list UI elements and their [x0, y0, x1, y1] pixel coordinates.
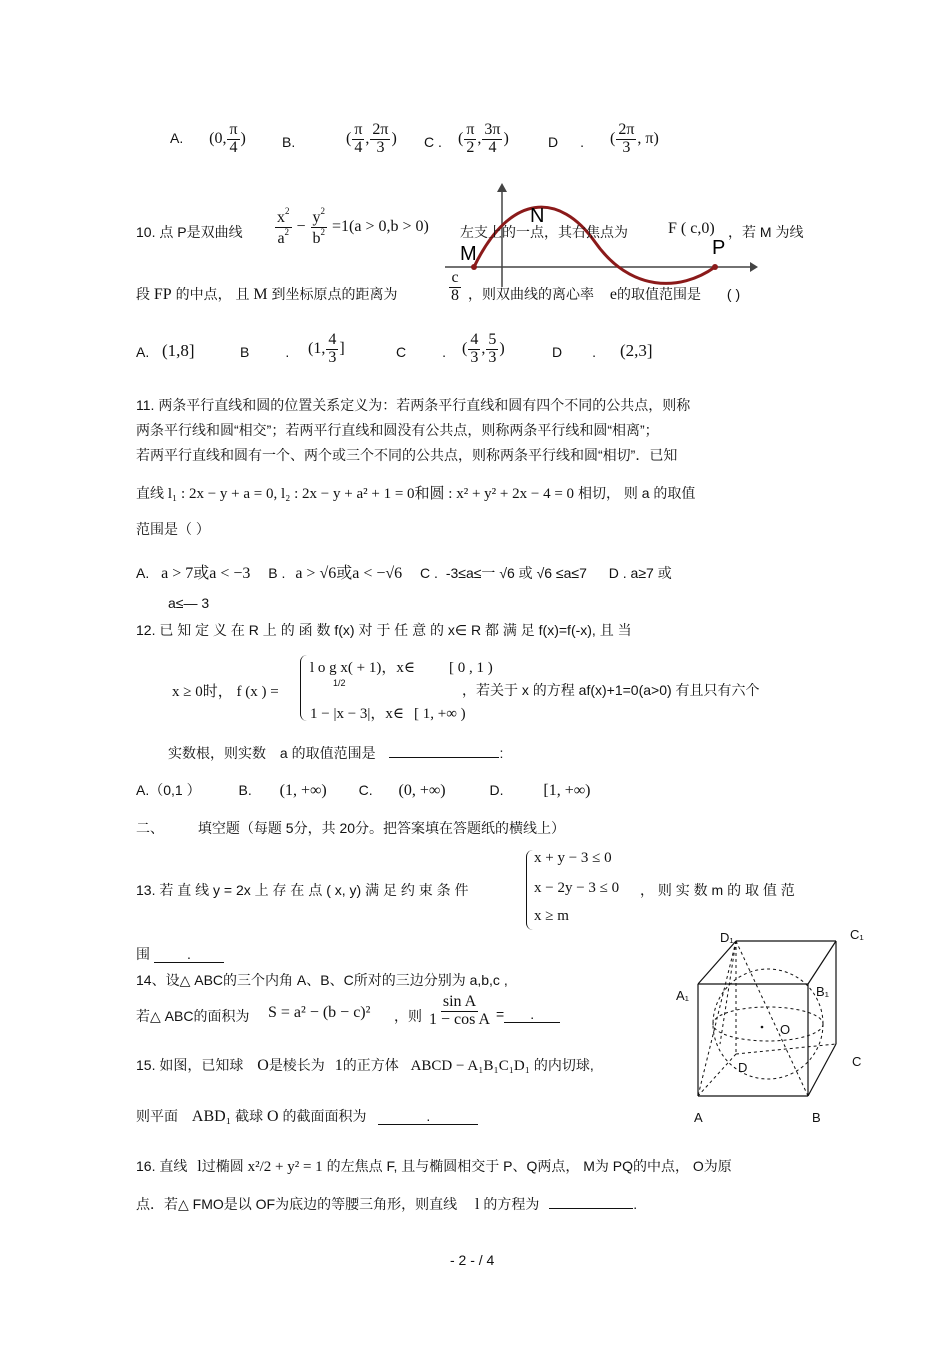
q10-paren: ( ) — [726, 286, 741, 302]
q12-l3c: : — [499, 745, 504, 761]
q10-hyperbola: $\frac{x^2}{a^2}$ − $\frac{y^2}{b^2}$ =1(a > 0,b > 0) — [277, 206, 429, 247]
section2-num: 二、 — [136, 820, 164, 836]
q9-option-c: ( $\frac{\pi}{2}$ , $\frac{3\pi}{4}$ ) — [458, 121, 509, 156]
q14-dot: . — [530, 1006, 535, 1022]
point-p — [712, 264, 718, 270]
q9-a-post: ) — [240, 129, 246, 147]
q11-l4b: l₁ : 2x − y + a = 0, l₂ : 2x − y + a² + 1 = 0和圆 : x² + y² + 2x − 4 = 0 — [167, 486, 575, 502]
x-axis-arrow — [750, 262, 758, 272]
q13-l2: 围 — [136, 946, 150, 962]
q12-case1-range: [ 0 , 1 ) — [448, 660, 493, 676]
q10-eq: =1(a > 0,b > 0) — [332, 217, 429, 235]
q9-c-num1: π — [466, 121, 475, 138]
label-b1: B₁ — [816, 984, 830, 999]
q10-c-num: c — [451, 269, 459, 286]
q11-opt-a: a > 7或a < −3 — [161, 565, 251, 582]
q13-c2: x − 2y − 3 ≤ 0 — [534, 880, 620, 896]
q10-lead: 10. 点 P是双曲线 — [136, 224, 243, 240]
center-point — [761, 1026, 764, 1029]
q11-line5: 范围是（ ） — [136, 521, 210, 537]
q9-options — [170, 122, 246, 157]
q10-sq3: 2 — [320, 206, 326, 216]
q16-line1 — [136, 1156, 732, 1176]
q10-opt-c-post: ) — [499, 339, 505, 357]
q11-opt-d-cont: a≤— 3 — [168, 595, 210, 611]
q12-opt-c: (0, +∞) — [398, 782, 446, 799]
q15-dot: . — [426, 1108, 431, 1124]
q9-d-den: 3 — [622, 138, 631, 156]
sine-curve — [474, 207, 715, 283]
q10-opt-c-label — [396, 344, 446, 360]
q12-opt-d: [1, +∞) — [543, 782, 591, 799]
q15-o2: O — [267, 1108, 279, 1125]
q12-opt-b-label: B. — [238, 782, 252, 798]
q15-l1d: 的内切球, — [533, 1057, 594, 1073]
label-b: B — [812, 1110, 821, 1125]
q12-after: ，若关于 x 的方程 af(x)+1=0(a>0) 有且只有六个 — [462, 682, 760, 698]
q14-ratio — [426, 994, 493, 1029]
y-axis-arrow — [497, 183, 507, 192]
q12-cond: x ≥ 0时， f (x ) = — [172, 684, 279, 700]
q15-one: 1 — [334, 1057, 343, 1074]
label-m: M — [460, 243, 477, 265]
q10-opt-a: (1,8] — [162, 341, 195, 360]
label-p: P — [712, 237, 726, 259]
q10-l2d: ，则双曲线的离心率 — [468, 286, 594, 302]
q10-fp: FP — [153, 286, 172, 303]
q13-brace — [526, 850, 533, 930]
q10-opt-b-post: ] — [339, 339, 345, 357]
q15-answer-blank — [378, 1108, 478, 1125]
q11-line1: 11. 两条平行直线和圆的位置关系定义为：若两条平行直线和圆有四个不同的公共点，则称 — [136, 397, 691, 413]
q12-l3b: a 的取值范围是 — [279, 745, 376, 761]
q15-line1 — [136, 1055, 594, 1075]
q13-c1: x + y − 3 ≤ 0 — [534, 850, 612, 866]
label-o: O — [780, 1022, 791, 1037]
q10-opt-c-num2: 5 — [488, 331, 497, 348]
q9-b-num1: π — [354, 121, 363, 138]
q10-opt-c-pre: ( — [462, 339, 468, 357]
q10-mid: 左支上的一点，其右焦点为 — [460, 224, 628, 240]
q15-l1c: 的正方体 — [342, 1057, 399, 1073]
q9-b-pre: ( — [346, 129, 352, 147]
q10-a: a — [277, 229, 285, 247]
q10-l2b: 的中点， 且 — [175, 286, 250, 302]
label-c: C — [852, 1054, 862, 1069]
label-c1: C₁ — [850, 927, 864, 942]
q11-line3: 若两平行直线和圆有一个、两个或三个不同的公共点，则称两条平行线和圆“相切”．已知 — [136, 447, 678, 463]
label-a: A — [694, 1110, 703, 1125]
q10-opt-b-label — [240, 344, 289, 360]
q15-plane: ABD₁ — [191, 1108, 232, 1125]
q9-b-den1: 4 — [354, 138, 363, 156]
q12-opt-d-label: D. — [489, 782, 504, 798]
q14-num: sin A — [442, 993, 477, 1010]
q16-line2 — [136, 1194, 637, 1214]
q13-l2b: . — [186, 946, 191, 962]
q9-b-num2: 2π — [372, 121, 389, 138]
q10-opt-b-pre: (1, — [308, 339, 326, 357]
q14-den: 1 − cos A — [429, 1010, 491, 1028]
q9-c-pre: ( — [458, 129, 464, 147]
q16-l2: l — [474, 1196, 480, 1213]
q10-opt-c: ( $\frac{4}{3}$ , $\frac{5}{3}$ ) — [462, 331, 505, 366]
q9-d-pre: ( — [610, 129, 616, 147]
q13-tail: ， 则 实 数 m 的 取 值 范 — [640, 882, 795, 898]
q16-answer-blank — [549, 1208, 633, 1209]
q9-c-num2: 3π — [484, 121, 501, 138]
q12-line3 — [168, 743, 503, 763]
q10-opt-c-letter: C — [396, 344, 407, 360]
q9-d-dot: . — [580, 134, 585, 150]
q16-l2a: 点．若△ FMO是以 OF为底边的等腰三角形，则直线 — [136, 1196, 458, 1212]
q12-opt-b: (1, +∞) — [279, 782, 327, 799]
q10-line2-end — [468, 284, 740, 304]
q12-case1-expr: l o g x( + 1)，x∈ — [310, 660, 415, 676]
q10-tail: ，若 M 为线 — [728, 224, 804, 240]
q10-l2a: 段 — [136, 286, 150, 302]
q9-option-a-label: A. — [170, 129, 184, 146]
q9-option-d — [610, 122, 659, 157]
q15-l1a: 15. 如图，已知球 — [136, 1057, 244, 1073]
q12-l3a: 实数根，则实数 — [168, 745, 266, 761]
q11-opt-a-label: A. — [136, 565, 150, 581]
q9-option-c-label: C . — [424, 134, 442, 150]
q10-opt-b-letter: B — [240, 344, 250, 360]
q9-c-den1: 2 — [466, 138, 475, 156]
label-d1: D₁ — [720, 930, 734, 945]
q15-line2 — [136, 1106, 478, 1126]
q10-c-frac — [448, 270, 462, 305]
q16-l2b: 的方程为 — [483, 1196, 540, 1212]
q10-l2e: 的取值范围是 — [617, 286, 701, 302]
q14-area-expr: S = a² − (b − c)² — [268, 1004, 371, 1021]
q10-l2c: 到坐标原点的距离为 — [271, 286, 398, 302]
q12-case1 — [310, 656, 493, 677]
q11-opt-d: D . a≥7 或 — [608, 565, 672, 581]
q12-case2-expr: 1 − |x − 3|，x∈ — [310, 706, 405, 722]
q12-opt-c-label: C. — [358, 782, 373, 798]
label-n: N — [530, 205, 545, 227]
q10-opt-c-den1: 3 — [470, 348, 479, 366]
q9-a-pre: (0, — [209, 129, 227, 147]
q10-opt-b-dot: . — [285, 344, 290, 360]
q10-sq2: 2 — [284, 226, 290, 237]
q12-case2-range: [ 1, +∞ ) — [414, 706, 466, 722]
q9-a-den: 4 — [229, 138, 238, 156]
q16-l1b: 过椭圆 — [201, 1158, 244, 1174]
q9-a-num: π — [229, 121, 238, 138]
page-number: - 2 - / 4 — [450, 1252, 495, 1268]
q10-e: e — [609, 286, 617, 303]
q15-l2c: 的截面面积为 — [282, 1108, 367, 1124]
q10-sq4: 2 — [320, 226, 326, 237]
q16-l1c: 的左焦点 F, 且与椭圆相交于 P、Q两点， M为 PQ的中点， O为原 — [326, 1158, 732, 1174]
q10-opt-d-label — [552, 344, 596, 360]
section2-heading — [136, 818, 565, 838]
q16-l: l — [197, 1158, 202, 1175]
q12-log-base: 1/2 — [333, 678, 346, 688]
q14-line1: 14、设△ ABC的三个内角 A、B、C所对的三边分别为 a,b,c , — [136, 972, 508, 988]
q11-l4a: 直线 — [136, 485, 164, 501]
q11-opt-c-label: C . — [420, 565, 438, 581]
q13-line2 — [136, 944, 224, 964]
q11-line2: 两条平行线和圆“相交”；若两平行直线和圆没有公共点，则称两条平行线和圆“相离”； — [136, 422, 659, 438]
q12-brace — [300, 655, 307, 721]
q9-d-num: 2π — [618, 121, 635, 138]
q10-focus: F ( c,0) — [668, 220, 715, 237]
q10-opt-c-den2: 3 — [488, 348, 497, 366]
q10-opt-b — [308, 332, 345, 367]
q9-d-post: , π) — [637, 129, 659, 147]
q11-opt-b-label: B . — [268, 565, 286, 581]
q9-option-b-label: B. — [282, 134, 296, 150]
q16-ellipse: x²/2 + y² = 1 — [247, 1159, 323, 1175]
q10-y: y — [312, 209, 321, 226]
q15-o: O — [257, 1057, 269, 1074]
q12-answer-blank — [389, 757, 499, 758]
q12-case2 — [310, 702, 466, 723]
q9-option-a — [209, 121, 246, 156]
q10-c-den: 8 — [451, 286, 459, 304]
q10-opt-c-num1: 4 — [470, 331, 479, 348]
q11-opt-b: a > √6或a < −√6 — [295, 565, 403, 582]
q14-line2a: 若△ ABC的面积为 — [136, 1008, 250, 1024]
q11-opt-c: -3≤a≤一 √6 或 √6 ≤a≤7 — [445, 565, 587, 581]
q9-d-letter: D — [548, 134, 559, 150]
q10-opt-a-label: A. — [136, 344, 150, 360]
q10-opt-d-dot: . — [592, 344, 597, 360]
q10-opt-d: (2,3] — [620, 341, 653, 360]
q9-b-post: ) — [391, 129, 397, 147]
q9-option-b: ( $\frac{\pi}{4}$ , $\frac{2\pi}{3}$ ) — [346, 121, 397, 156]
q11-line4 — [136, 482, 695, 503]
q15-l1b: 是棱长为 — [268, 1057, 325, 1073]
q10-opt-b-num: 4 — [328, 331, 337, 348]
q9-b-den2: 3 — [376, 138, 385, 156]
label-d: D — [738, 1060, 748, 1075]
q15-cube: ABCD − A₁B₁C₁D₁ — [410, 1058, 530, 1074]
q14-eq: = — [496, 1006, 505, 1022]
q12-line1: 12. 已 知 定 义 在 R 上 的 函 数 f(x) 对 于 任 意 的 x∈ R 都 满 足 f(x)=f(-x), 且 当 — [136, 622, 632, 638]
cube-figure — [676, 924, 876, 1129]
q12-opt-a: A.（0,1 ） — [136, 782, 201, 798]
q15-l2a: 则平面 — [136, 1108, 178, 1124]
q15-l2b: 截球 — [235, 1108, 264, 1124]
q12-options — [136, 780, 590, 800]
q10-opt-c-dot: . — [442, 344, 447, 360]
q14-line2b: ，则 — [394, 1008, 422, 1024]
q10-opt-b-den: 3 — [328, 348, 337, 366]
q14-answer — [496, 1006, 560, 1023]
q9-option-d-label — [548, 134, 584, 150]
cube-hidden-edges — [698, 941, 836, 1096]
q13-lead: 13. 若 直 线 y = 2x 上 存 在 点 ( x, y) 满 足 约 束 条 件 — [136, 882, 469, 898]
q9-c-den2: 4 — [488, 138, 497, 156]
q16-l1a: 16. 直线 — [136, 1158, 188, 1174]
label-a1: A₁ — [676, 988, 690, 1003]
q11-l4c: 相切， 则 a 的取值 — [577, 485, 696, 501]
q10-line2 — [136, 284, 397, 304]
q13-c3: x ≥ m — [534, 908, 569, 924]
q10-x: x — [277, 209, 285, 226]
q10-opt-d-letter: D — [552, 344, 563, 360]
q10-sq1: 2 — [285, 206, 290, 216]
q9-c-post: ) — [503, 129, 509, 147]
q16-l2c: . — [633, 1196, 638, 1212]
section2-text: 填空题（每题 5分，共 20分。把答案填在答题纸的横线上） — [197, 820, 566, 836]
q11-options — [136, 560, 672, 583]
q13-answer-blank — [154, 946, 224, 963]
q14-answer-blank — [504, 1006, 560, 1023]
q10-b: b — [312, 229, 321, 247]
q10-m: M — [253, 286, 268, 303]
